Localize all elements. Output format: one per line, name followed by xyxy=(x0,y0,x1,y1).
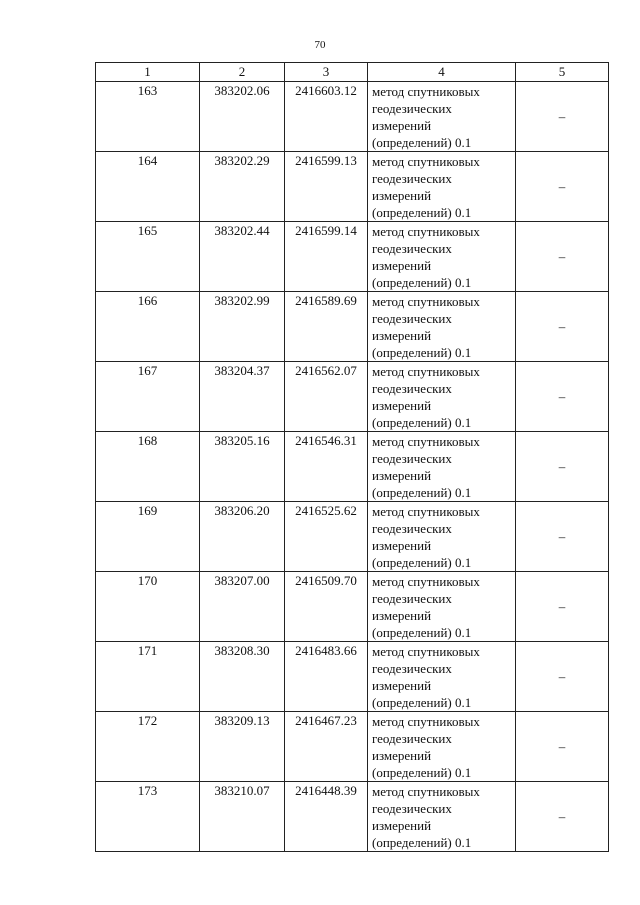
point-number-cell: 164 xyxy=(96,152,200,222)
y-coordinate-cell: 2416483.66 xyxy=(285,642,368,712)
method-line: (определений) 0.1 xyxy=(372,485,472,500)
x-coordinate-cell: 383208.30 xyxy=(200,642,285,712)
column-5-cell xyxy=(516,432,609,502)
method-cell xyxy=(368,642,516,712)
x-coordinate-cell: 383209.13 xyxy=(200,712,285,782)
table-row xyxy=(96,362,609,432)
column-5-value: – xyxy=(558,529,566,544)
method-line: геодезических xyxy=(372,311,452,326)
point-number-cell: 165 xyxy=(96,222,200,292)
method-line: измерений xyxy=(372,118,432,133)
header-col-4: 4 xyxy=(368,63,516,82)
y-coordinate-cell: 2416467.23 xyxy=(285,712,368,782)
header-col-1: 1 xyxy=(96,63,200,82)
method-line: (определений) 0.1 xyxy=(372,135,472,150)
y-coordinate-cell: 2416509.70 xyxy=(285,572,368,642)
column-5-value: – xyxy=(558,389,566,404)
point-number-cell: 169 xyxy=(96,502,200,572)
method-line: (определений) 0.1 xyxy=(372,275,472,290)
table-header xyxy=(96,63,609,82)
method-line: измерений xyxy=(372,818,432,833)
header-col-3: 3 xyxy=(285,63,368,82)
method-line: геодезических xyxy=(372,661,452,676)
column-5-value: – xyxy=(558,599,566,614)
x-coordinate-cell: 383207.00 xyxy=(200,572,285,642)
method-line: метод спутниковых xyxy=(372,154,480,169)
method-line: (определений) 0.1 xyxy=(372,205,472,220)
method-line: измерений xyxy=(372,188,432,203)
method-line: геодезических xyxy=(372,171,452,186)
method-line: измерений xyxy=(372,678,432,693)
column-5-cell xyxy=(516,82,609,152)
method-line: геодезических xyxy=(372,521,452,536)
method-line: (определений) 0.1 xyxy=(372,345,472,360)
table-row xyxy=(96,502,609,572)
table-row xyxy=(96,152,609,222)
method-line: геодезических xyxy=(372,591,452,606)
method-line: геодезических xyxy=(372,381,452,396)
method-line: измерений xyxy=(372,398,432,413)
method-cell xyxy=(368,432,516,502)
header-col-2: 2 xyxy=(200,63,285,82)
column-5-cell xyxy=(516,572,609,642)
method-line: метод спутниковых xyxy=(372,364,480,379)
method-line: метод спутниковых xyxy=(372,644,480,659)
method-line: метод спутниковых xyxy=(372,84,480,99)
column-5-cell xyxy=(516,362,609,432)
method-cell xyxy=(368,362,516,432)
method-line: метод спутниковых xyxy=(372,784,480,799)
point-number-cell: 173 xyxy=(96,782,200,852)
method-line: измерений xyxy=(372,258,432,273)
column-5-value: – xyxy=(558,179,566,194)
method-cell xyxy=(368,572,516,642)
y-coordinate-cell: 2416599.14 xyxy=(285,222,368,292)
method-line: геодезических xyxy=(372,801,452,816)
method-line: геодезических xyxy=(372,101,452,116)
header-col-5: 5 xyxy=(516,63,609,82)
method-line: метод спутниковых xyxy=(372,714,480,729)
method-line: (определений) 0.1 xyxy=(372,555,472,570)
column-5-cell xyxy=(516,642,609,712)
column-5-cell xyxy=(516,152,609,222)
column-5-cell xyxy=(516,782,609,852)
y-coordinate-cell: 2416562.07 xyxy=(285,362,368,432)
point-number-cell: 163 xyxy=(96,82,200,152)
coordinates-table xyxy=(95,62,609,852)
header-row xyxy=(96,63,609,82)
column-5-value: – xyxy=(558,739,566,754)
column-5-value: – xyxy=(558,459,566,474)
table-row xyxy=(96,432,609,502)
method-cell xyxy=(368,152,516,222)
point-number-cell: 168 xyxy=(96,432,200,502)
method-cell xyxy=(368,292,516,362)
x-coordinate-cell: 383202.99 xyxy=(200,292,285,362)
method-line: (определений) 0.1 xyxy=(372,625,472,640)
method-line: (определений) 0.1 xyxy=(372,765,472,780)
point-number-cell: 172 xyxy=(96,712,200,782)
method-line: геодезических xyxy=(372,731,452,746)
method-line: измерений xyxy=(372,538,432,553)
x-coordinate-cell: 383206.20 xyxy=(200,502,285,572)
y-coordinate-cell: 2416603.12 xyxy=(285,82,368,152)
table-row xyxy=(96,222,609,292)
table-row xyxy=(96,782,609,852)
method-line: геодезических xyxy=(372,451,452,466)
x-coordinate-cell: 383210.07 xyxy=(200,782,285,852)
column-5-value: – xyxy=(558,319,566,334)
method-line: метод спутниковых xyxy=(372,574,480,589)
point-number-cell: 166 xyxy=(96,292,200,362)
method-line: измерений xyxy=(372,608,432,623)
column-5-cell xyxy=(516,712,609,782)
table-row xyxy=(96,712,609,782)
point-number-cell: 170 xyxy=(96,572,200,642)
x-coordinate-cell: 383204.37 xyxy=(200,362,285,432)
method-line: измерений xyxy=(372,468,432,483)
column-5-value: – xyxy=(558,669,566,684)
column-5-cell xyxy=(516,292,609,362)
method-cell xyxy=(368,82,516,152)
method-line: метод спутниковых xyxy=(372,504,480,519)
y-coordinate-cell: 2416448.39 xyxy=(285,782,368,852)
table-row xyxy=(96,82,609,152)
table-body xyxy=(96,82,609,852)
column-5-value: – xyxy=(558,249,566,264)
point-number-cell: 171 xyxy=(96,642,200,712)
table-row xyxy=(96,572,609,642)
column-5-value: – xyxy=(558,809,566,824)
y-coordinate-cell: 2416599.13 xyxy=(285,152,368,222)
method-line: измерений xyxy=(372,328,432,343)
table-row xyxy=(96,292,609,362)
method-cell xyxy=(368,712,516,782)
page-number: 70 xyxy=(314,39,326,51)
method-line: (определений) 0.1 xyxy=(372,415,472,430)
method-line: (определений) 0.1 xyxy=(372,835,472,850)
method-cell xyxy=(368,222,516,292)
x-coordinate-cell: 383205.16 xyxy=(200,432,285,502)
y-coordinate-cell: 2416546.31 xyxy=(285,432,368,502)
method-line: (определений) 0.1 xyxy=(372,695,472,710)
x-coordinate-cell: 383202.29 xyxy=(200,152,285,222)
method-cell xyxy=(368,782,516,852)
column-5-value: – xyxy=(558,109,566,124)
method-line: метод спутниковых xyxy=(372,224,480,239)
column-5-cell xyxy=(516,502,609,572)
method-line: метод спутниковых xyxy=(372,434,480,449)
method-line: метод спутниковых xyxy=(372,294,480,309)
x-coordinate-cell: 383202.06 xyxy=(200,82,285,152)
column-5-cell xyxy=(516,222,609,292)
y-coordinate-cell: 2416589.69 xyxy=(285,292,368,362)
method-line: геодезических xyxy=(372,241,452,256)
x-coordinate-cell: 383202.44 xyxy=(200,222,285,292)
point-number-cell: 167 xyxy=(96,362,200,432)
method-line: измерений xyxy=(372,748,432,763)
y-coordinate-cell: 2416525.62 xyxy=(285,502,368,572)
method-cell xyxy=(368,502,516,572)
table-row xyxy=(96,642,609,712)
